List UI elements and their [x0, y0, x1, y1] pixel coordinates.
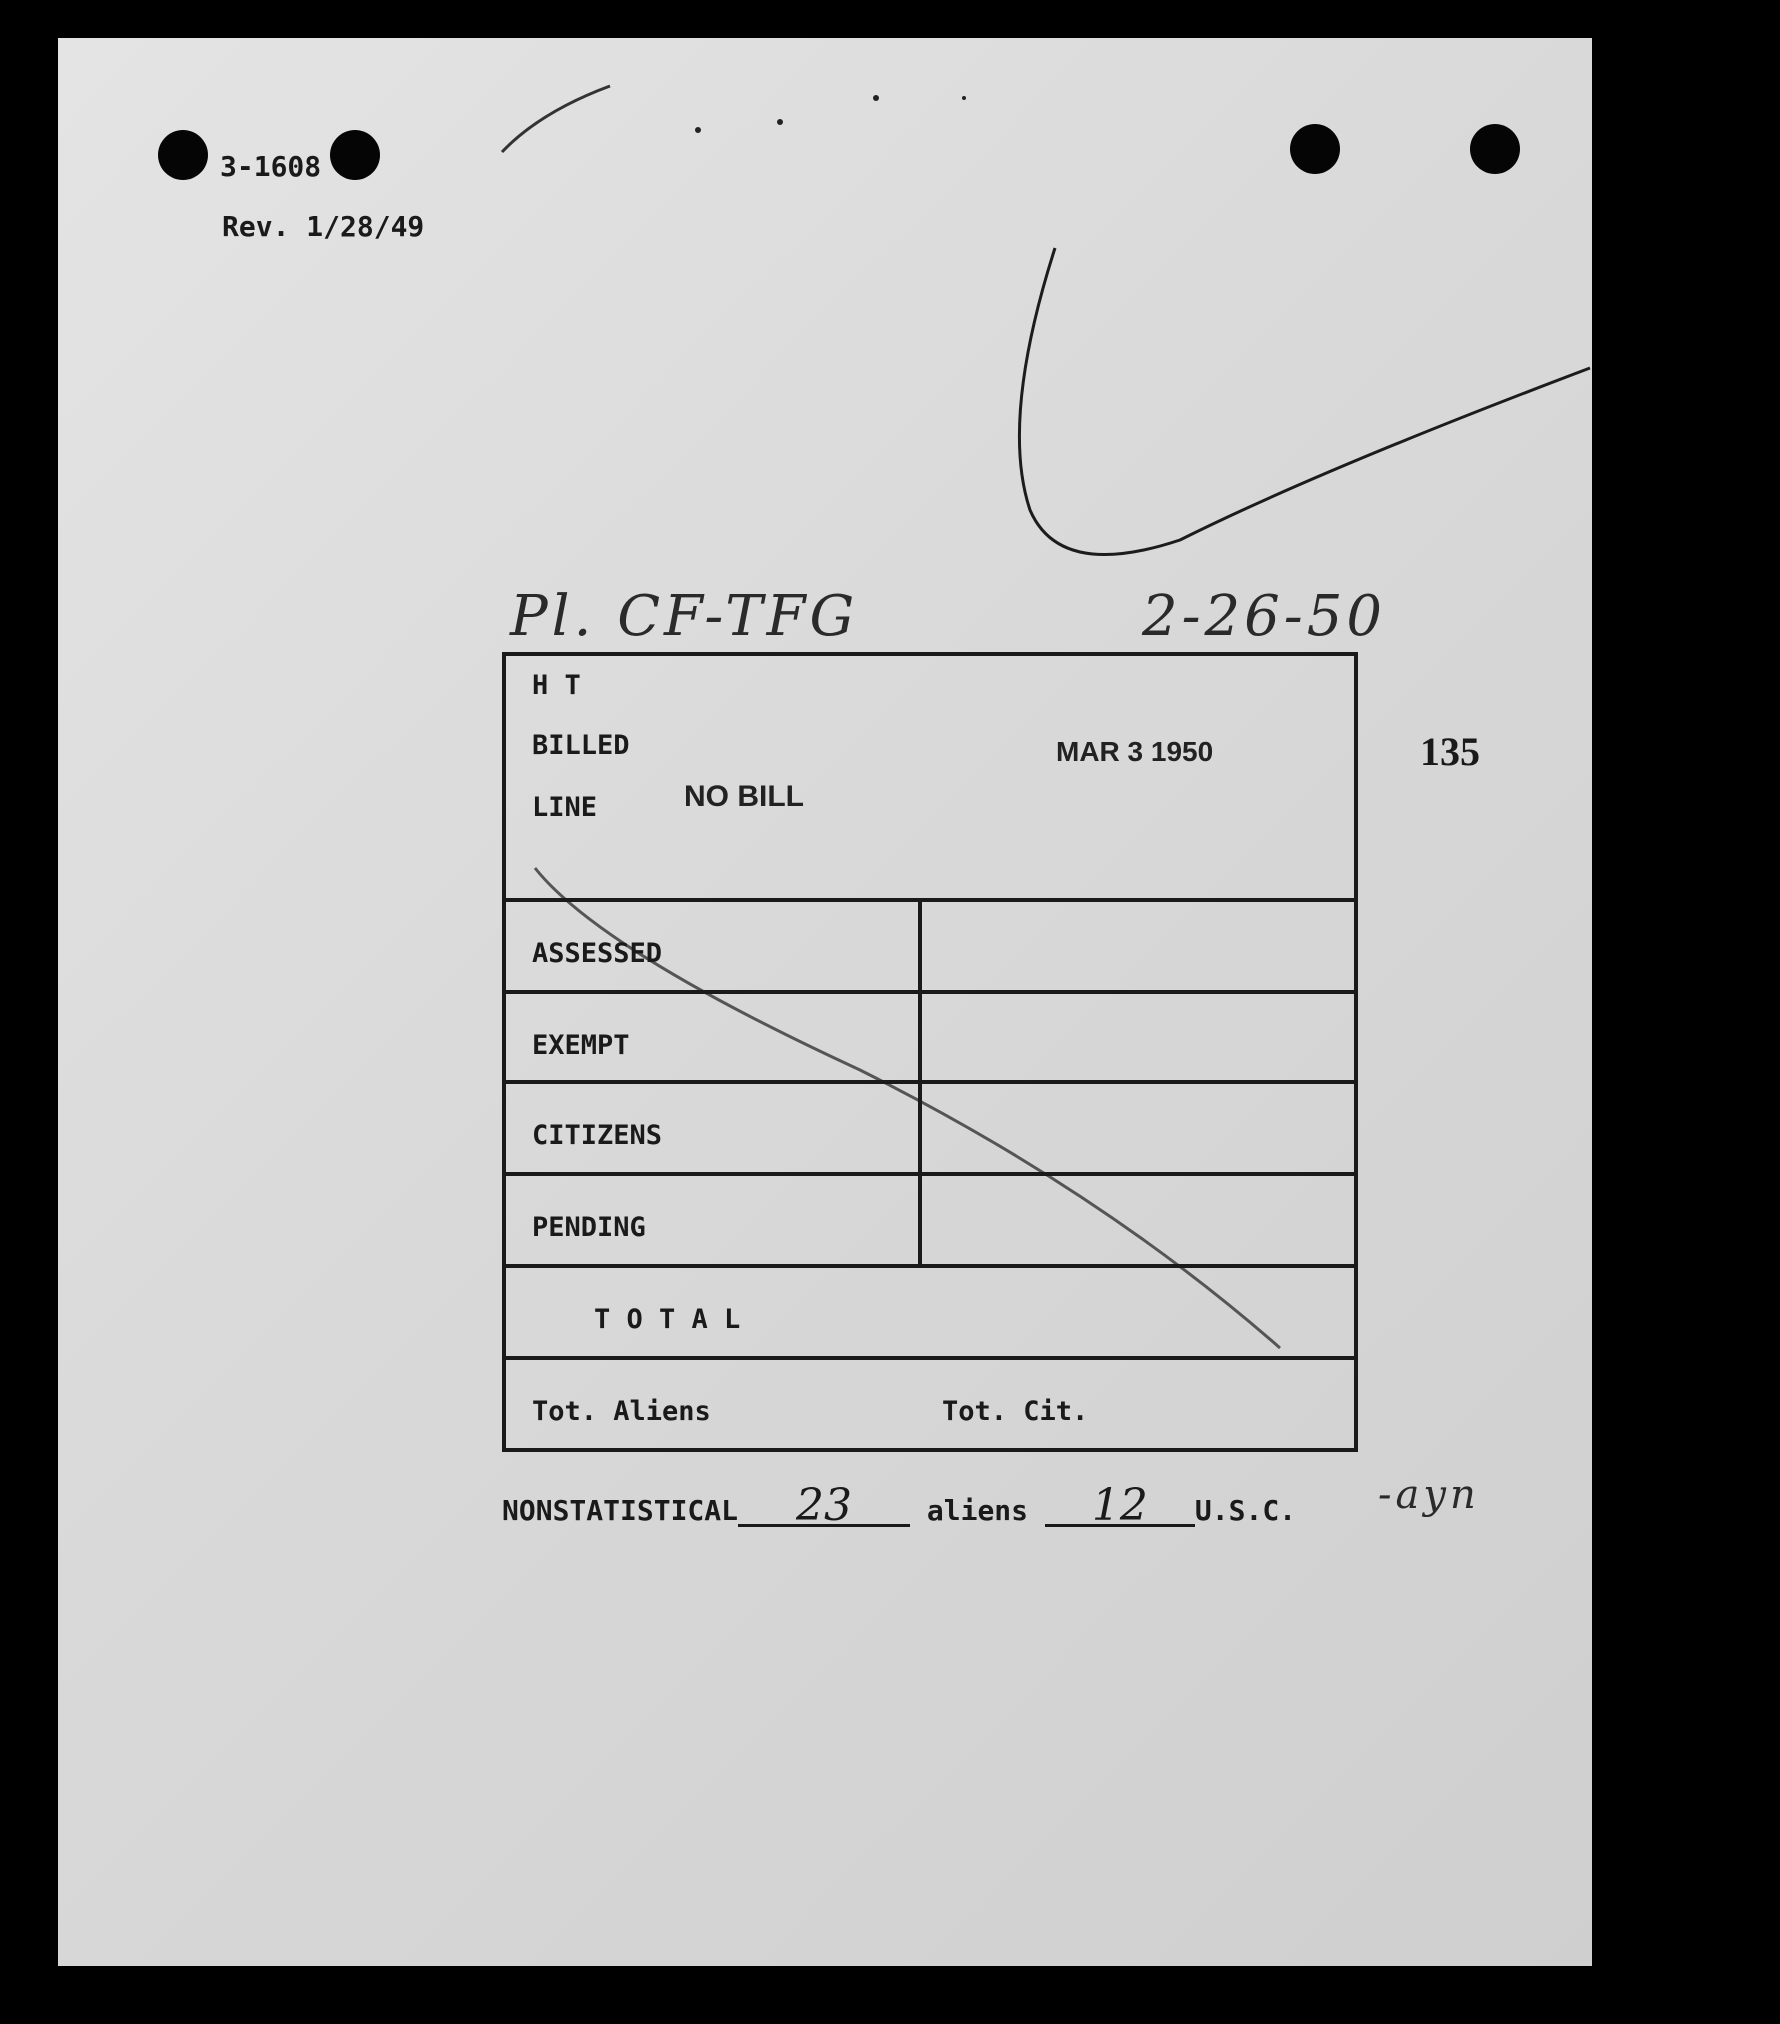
form-number: 3-1608 [220, 150, 322, 183]
handwritten-date: 2-26-50 [1142, 584, 1386, 649]
handwritten-code: Pl. CF-TFG [510, 584, 859, 649]
nonstatistical-label: NONSTATISTICAL [502, 1494, 739, 1527]
usc-count: 12 [1045, 1488, 1195, 1527]
total-citizens-label: Tot. Cit. [942, 1396, 1089, 1427]
row-divider-4 [506, 1172, 1354, 1176]
total-aliens-label: Tot. Aliens [532, 1396, 711, 1427]
pending-label: PENDING [532, 1212, 646, 1243]
assessed-label: ASSESSED [532, 938, 663, 969]
row-divider-6 [506, 1356, 1354, 1360]
date-stamp: MAR 3 1950 [1056, 736, 1214, 767]
no-bill-stamp: NO BILL [684, 780, 804, 813]
exempt-label: EXEMPT [532, 1030, 630, 1061]
row-divider-1 [506, 898, 1354, 902]
aliens-count: 23 [738, 1488, 910, 1527]
tally-form [502, 652, 1358, 1452]
row-divider-5 [506, 1264, 1354, 1268]
billed-label: BILLED [532, 730, 630, 761]
nonstatistical-line [502, 1480, 1297, 1531]
handwritten-initials: -ayn [1378, 1472, 1480, 1518]
ht-label: H T [532, 670, 581, 701]
total-label: T O T A L [594, 1304, 741, 1335]
revision-date: Rev. 1/28/49 [222, 210, 425, 243]
column-divider [918, 898, 922, 1264]
usc-label: U.S.C. [1194, 1494, 1297, 1527]
row-divider-3 [506, 1080, 1354, 1084]
page-number: 135 [1420, 729, 1480, 774]
row-divider-2 [506, 990, 1354, 994]
aliens-label: aliens [926, 1494, 1029, 1527]
citizens-label: CITIZENS [532, 1120, 663, 1151]
line-label: LINE [532, 792, 598, 823]
